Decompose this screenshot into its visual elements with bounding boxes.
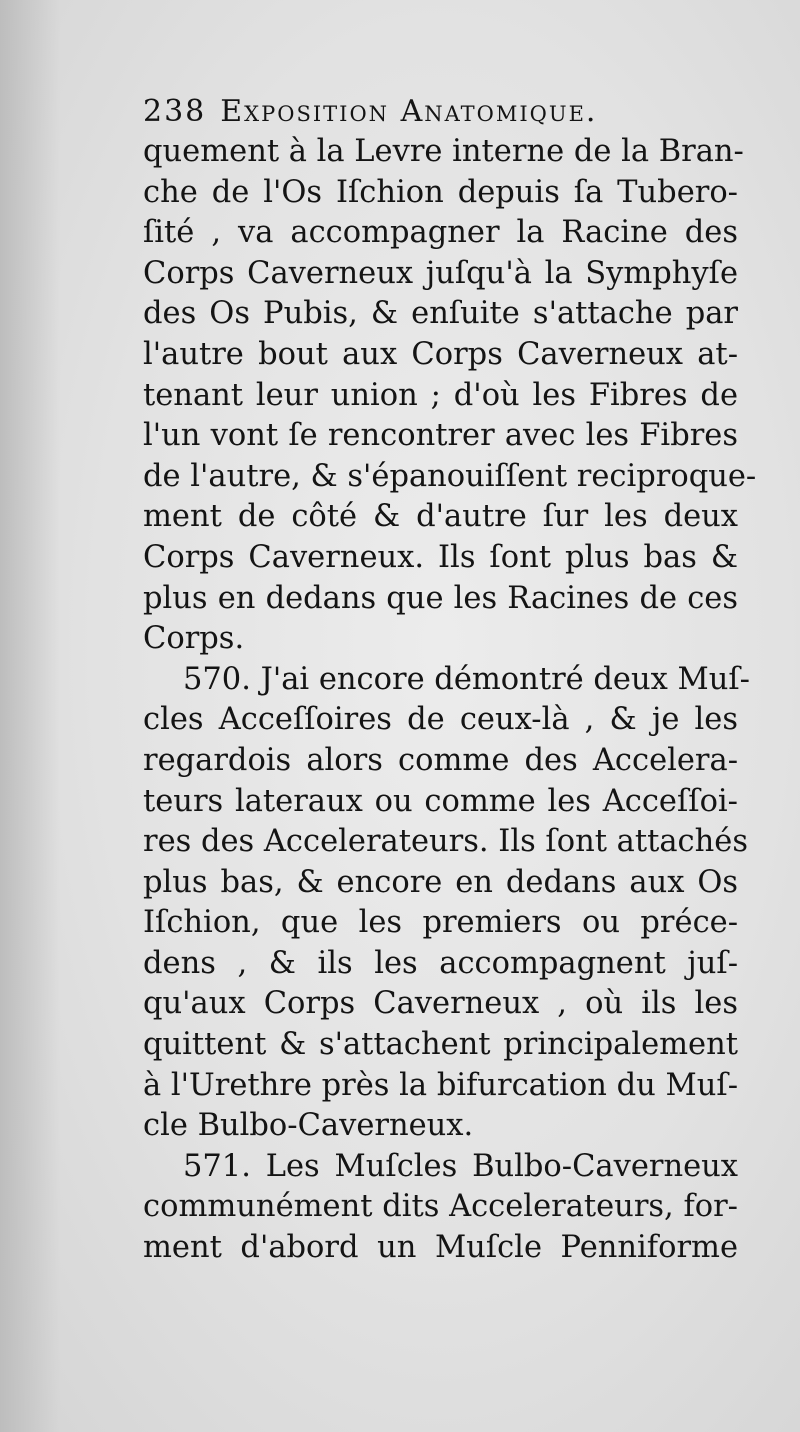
text-line: l'autre bout aux Corps Caverneux at-: [143, 336, 738, 372]
text-line: res des Accelerateurs. Ils ſont attachés: [143, 824, 748, 860]
page-text-block: [143, 92, 757, 1269]
text-line: Corps.: [143, 621, 245, 657]
text-line: quittent & s'attachent principalement: [143, 1027, 738, 1063]
text-line: plus bas, & encore en dedans aux Os: [143, 864, 738, 900]
text-line: tenant leur union ; d'où les Fibres de: [143, 377, 738, 413]
text-line: ment d'abord un Muſcle Penniforme: [143, 1230, 738, 1266]
text-line: cles Acceſſoires de ceux-là , & je les: [143, 702, 738, 738]
text-line: che de l'Os Iſchion depuis ſa Tubero-: [143, 174, 738, 210]
text-line: des Os Pubis, & enſuite s'attache par: [143, 296, 738, 332]
running-head: [143, 92, 738, 132]
gutter-shadow: [0, 0, 60, 1432]
text-line: de l'autre, & s'épanouiſſent reciproque-: [143, 458, 757, 494]
text-line: plus en dedans que les Racines de ces: [143, 580, 738, 616]
page-number: 238: [143, 94, 207, 129]
text-line: cle Bulbo-Caverneux.: [143, 1108, 474, 1144]
text-line: à l'Urethre près la bifurcation du Muſ-: [143, 1067, 738, 1103]
text-line: 571. Les Muſcles Bulbo-Caverneux: [183, 1148, 738, 1184]
running-head-title: Exposition Anatomique.: [220, 94, 598, 129]
text-line: Corps Caverneux juſqu'à la Symphyſe: [143, 255, 738, 291]
text-line: quement à la Levre interne de la Bran-: [143, 134, 744, 169]
text-line: Iſchion, que les premiers ou préce-: [143, 905, 738, 941]
body-text: [143, 132, 757, 1269]
text-line: l'un vont ſe rencontrer avec les Fibres: [143, 418, 738, 454]
text-line: ment de côté & d'autre ſur les deux: [143, 499, 738, 535]
text-line: dens , & ils les accompagnent juſ-: [143, 945, 738, 981]
text-line: ſité , va accompagner la Racine des: [143, 215, 738, 251]
text-line: 570. J'ai encore démontré deux Muſ-: [183, 661, 750, 697]
text-line: regardois alors comme des Accelera-: [143, 742, 738, 778]
text-line: teurs lateraux ou comme les Acceſſoi-: [143, 783, 738, 819]
text-line: qu'aux Corps Caverneux , où ils les: [143, 986, 738, 1022]
text-line: Corps Caverneux. Ils ſont plus bas &: [143, 539, 738, 575]
text-line: communément dits Accelerateurs, for-: [143, 1189, 738, 1225]
